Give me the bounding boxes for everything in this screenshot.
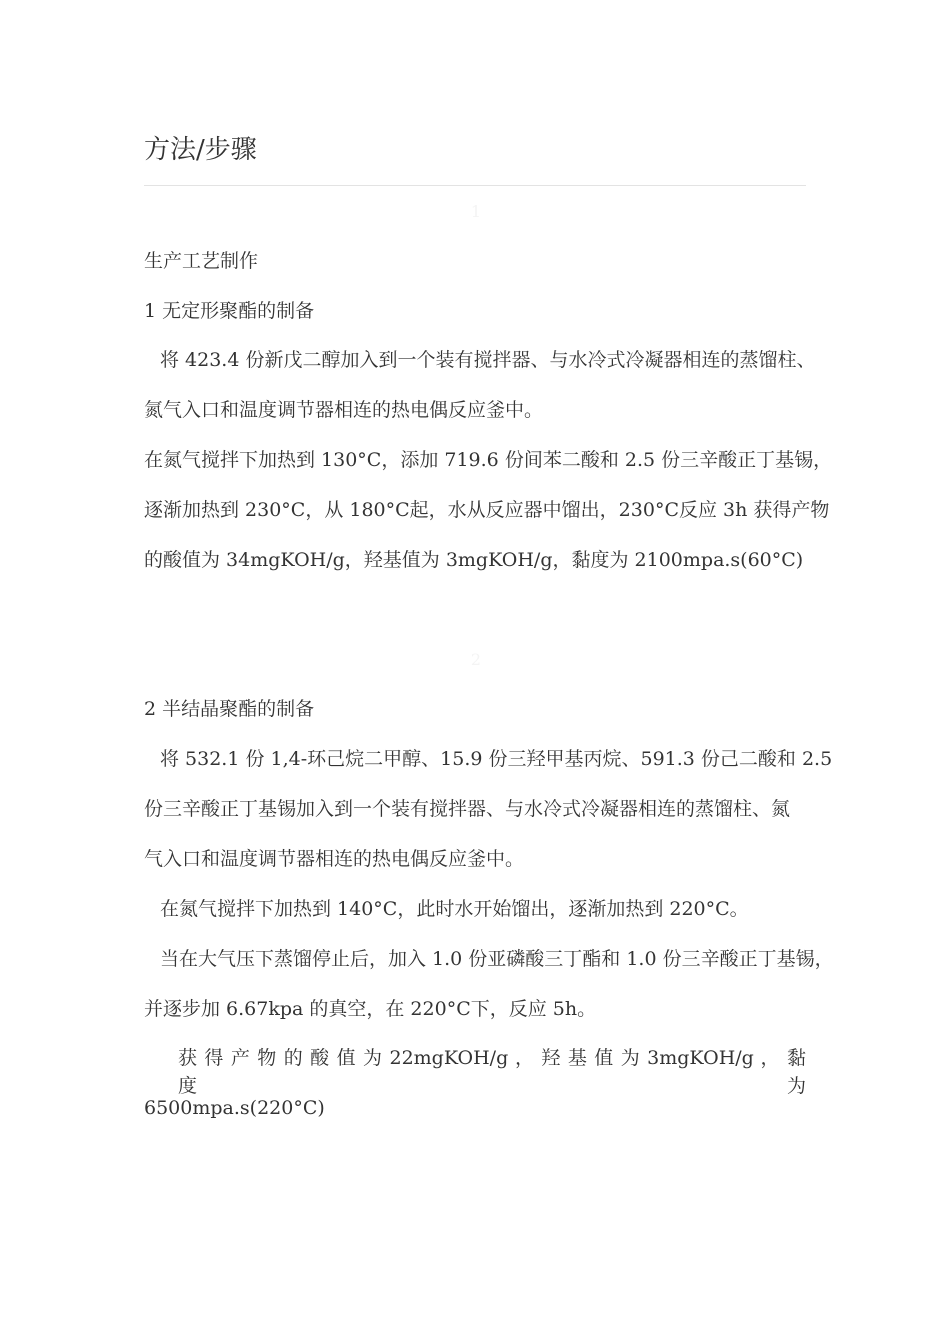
step-marker-2: 2 [470, 650, 482, 669]
paragraph-line: 将 532.1 份 1,4-环己烷二甲醇、15.9 份三羟甲基丙烷、591.3 份己二酸和 2.5 [160, 748, 833, 770]
paragraph-line: 6500mpa.s(220°C) [144, 1097, 325, 1119]
paragraph-line: 逐渐加热到 230°C，从 180°C起，水从反应器中馏出，230°C反应 3h 获得产物 [144, 499, 830, 521]
paragraph-line: 氮气入口和温度调节器相连的热电偶反应釜中。 [144, 399, 544, 421]
paragraph-line: 气入口和温度调节器相连的热电偶反应釜中。 [144, 848, 525, 870]
paragraph-line: 将 423.4 份新戊二醇加入到一个装有搅拌器、与水冷式冷凝器相连的蒸馏柱、 [160, 349, 816, 371]
paragraph-line: 并逐步加 6.67kpa 的真空，在 220°C下，反应 5h。 [144, 998, 597, 1020]
paragraph-line: 的酸值为 34mgKOH/g，羟基值为 3mgKOH/g，黏度为 2100mpa.s(60°C) [144, 549, 804, 571]
paragraph-line: 获 得 产 物 的 酸 值 为 22mgKOH/g ， 羟 基 值 为 3mgKOH/g ， 黏 度 为 [178, 1047, 806, 1097]
paragraph-line: 在氮气搅拌下加热到 130°C，添加 719.6 份间苯二酸和 2.5 份三辛酸正丁基锡， [144, 449, 833, 471]
title-divider [144, 185, 806, 186]
paragraph-line: 当在大气压下蒸馏停止后，加入 1.0 份亚磷酸三丁酯和 1.0 份三辛酸正丁基锡， [160, 948, 834, 970]
paragraph-line: 在氮气搅拌下加热到 140°C，此时水开始馏出，逐渐加热到 220°C。 [160, 898, 749, 920]
step-marker-1: 1 [470, 202, 482, 221]
subsection-heading: 2 半结晶聚酯的制备 [144, 698, 315, 720]
section-heading: 生产工艺制作 [144, 250, 259, 272]
subsection-heading: 1 无定形聚酯的制备 [144, 300, 315, 322]
paragraph-line: 份三辛酸正丁基锡加入到一个装有搅拌器、与水冷式冷凝器相连的蒸馏柱、氮 [144, 798, 791, 820]
page-title: 方法/步骤 [144, 135, 257, 165]
